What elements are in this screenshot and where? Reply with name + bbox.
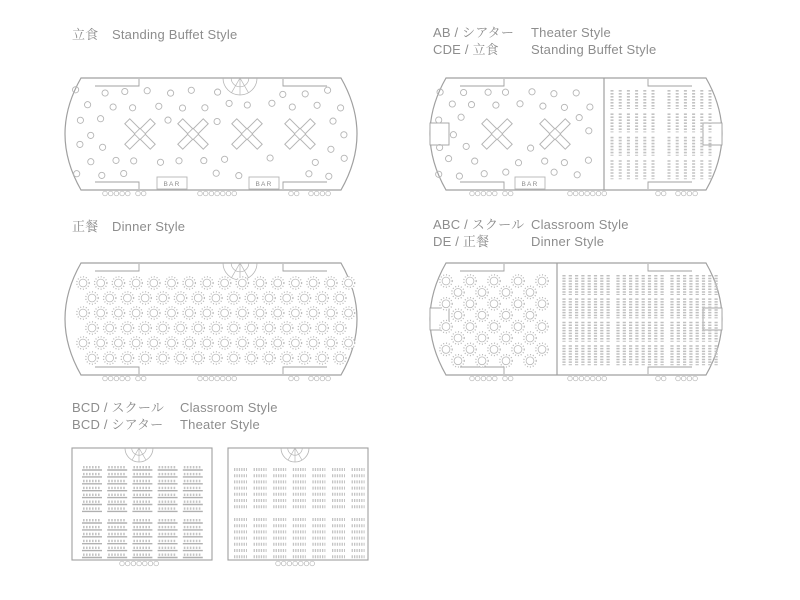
door-scallop [676,376,681,381]
side-door [703,308,722,330]
dinner-table [210,352,222,364]
door-scallop [591,191,596,196]
dinner-table [174,322,186,334]
dinner-table [139,352,151,364]
dinner-table [183,277,195,289]
dinner-table [130,337,142,349]
dinner-table [342,337,354,349]
dinner-table [476,355,488,367]
door-scallop [676,191,681,196]
room-bcd-theater [228,448,368,566]
dinner-table [464,343,476,355]
legend-jp: DE / 正餐 [433,234,490,249]
dinner-table [104,352,116,364]
dinner-table [476,332,488,344]
floorplan-classroom-dinner [420,261,734,385]
dinner-table [464,298,476,310]
legend-jp: 立食 [72,27,99,42]
dinner-table [227,322,239,334]
bar-counter [249,177,279,189]
door-scallop [103,191,108,196]
dinner-table [334,322,346,334]
room-dinner [65,263,357,381]
door-scallop [114,376,119,381]
door-scallop [126,191,131,196]
legend-en: Dinner Style [531,234,605,249]
legend-jp: ABC / スクール [433,217,525,232]
dinner-table [77,307,89,319]
door-scallop [568,191,573,196]
door-scallop [232,376,237,381]
dinner-table [263,292,275,304]
door-scallop [314,191,319,196]
dinner-table [86,292,98,304]
dinner-table [157,322,169,334]
dinner-table [524,355,536,367]
dinner-table [325,337,337,349]
door-scallop [120,376,125,381]
dinner-table [165,307,177,319]
dinner-table [307,277,319,289]
door-scallop [141,191,146,196]
dinner-table [440,275,452,287]
door-scallop [681,376,686,381]
room-theater-buffet [430,78,722,196]
room-classroom-dinner [430,263,722,381]
legend-row [433,233,629,250]
dinner-table [325,277,337,289]
legend-theater-buffet [433,24,656,58]
dinner-table [227,352,239,364]
door-scallop [281,561,286,566]
door-scallop [320,376,325,381]
dinner-table [148,277,160,289]
door-scallop [493,191,498,196]
door-scallop [481,376,486,381]
door-scallop [573,191,578,196]
door-scallop [596,191,601,196]
dinner-table [536,298,548,310]
dinner-table [440,298,452,310]
legend-en: Standing Buffet Style [531,42,657,57]
door-scallop [508,376,513,381]
dinner-table [236,277,248,289]
door-scallop [137,561,142,566]
legend-dinner [72,218,185,235]
dinner-table [183,337,195,349]
legend-en: Standing Buffet Style [112,27,238,42]
door-scallop [289,191,294,196]
dinner-table [139,322,151,334]
floorplan-bcd-theater [226,446,370,570]
door-scallop [573,376,578,381]
door-scallop [475,191,480,196]
dinner-table [298,322,310,334]
dinner-table [316,322,328,334]
dinner-table [500,286,512,298]
floorplan-standing-buffet [55,76,369,200]
dinner-table [148,307,160,319]
door-scallop [209,376,214,381]
dinner-table [512,275,524,287]
dinner-table [289,307,301,319]
legend-row [433,216,629,233]
dinner-table [201,337,213,349]
dinner-table [77,277,89,289]
door-scallop [470,376,475,381]
dinner-table [500,309,512,321]
dinner-table [157,292,169,304]
door-scallop [602,376,607,381]
door-scallop [136,376,141,381]
dinner-table [121,292,133,304]
dinner-table [272,307,284,319]
door-scallop [687,191,692,196]
door-scallop [591,376,596,381]
legend-en: Theater Style [180,417,260,432]
door-scallop [148,561,153,566]
dinner-table [95,307,107,319]
door-scallop [126,376,131,381]
door-scallop [287,561,292,566]
dinner-table [139,292,151,304]
dinner-table [298,292,310,304]
dinner-table [476,286,488,298]
legend-jp: BCD / シアター [72,417,164,432]
dinner-table [281,352,293,364]
dinner-table [334,352,346,364]
dinner-table [218,277,230,289]
door-scallop [687,376,692,381]
dinner-table [245,292,257,304]
bar-label: BAR [521,181,539,188]
dinner-table [281,322,293,334]
dinner-table [254,277,266,289]
door-scallop [326,376,331,381]
door-scallop [293,561,298,566]
dinner-table [289,277,301,289]
dinner-table [316,292,328,304]
room-bcd-classroom [72,448,212,566]
dinner-table [342,277,354,289]
dinner-table [121,352,133,364]
door-scallop [198,376,203,381]
dinner-table [121,322,133,334]
dinner-table [130,307,142,319]
legend-jp: BCD / スクール [72,400,165,415]
dinner-table [218,307,230,319]
dinner-table [201,307,213,319]
door-scallop [661,191,666,196]
legend-jp: 正餐 [72,219,99,234]
door-scallop [310,561,315,566]
legend-bcd [72,399,278,433]
dinner-table [524,309,536,321]
dinner-table [157,352,169,364]
dinner-table [210,322,222,334]
dinner-table [512,343,524,355]
door-scallop [294,191,299,196]
dinner-table [536,320,548,332]
floorplan-theater-buffet [420,76,734,200]
door-scallop [114,191,119,196]
door-scallop [656,191,661,196]
door-scallop [508,191,513,196]
side-door [430,123,449,145]
door-scallop [681,191,686,196]
dinner-table [227,292,239,304]
door-scallop [503,191,508,196]
dinner-table [476,309,488,321]
dinner-table [165,277,177,289]
door-scallop [125,561,130,566]
legend-jp: AB / シアター [433,25,515,40]
dinner-table [440,343,452,355]
door-scallop [221,191,226,196]
dinner-table [488,298,500,310]
legend-row [72,218,185,235]
bar-counter [157,177,187,189]
door-scallop [289,376,294,381]
legend-en: Dinner Style [112,219,186,234]
legend-jp: CDE / 立食 [433,42,499,57]
dinner-table [192,322,204,334]
door-scallop [209,191,214,196]
door-scallop [103,376,108,381]
door-scallop [661,376,666,381]
door-scallop [656,376,661,381]
dinner-table [104,292,116,304]
door-scallop [136,191,141,196]
door-scallop [143,561,148,566]
legend-row [433,41,656,58]
dinner-table [254,337,266,349]
dinner-table [86,322,98,334]
door-scallop [693,376,698,381]
bar-label: BAR [163,181,181,188]
room-standing-buffet [65,78,357,196]
door-scallop [475,376,480,381]
door-scallop [203,191,208,196]
dinner-table [342,307,354,319]
dinner-table [289,337,301,349]
dinner-table [254,307,266,319]
door-scallop [221,376,226,381]
door-scallop [198,191,203,196]
door-scallop [108,191,113,196]
door-scallop [309,191,314,196]
dinner-table [236,337,248,349]
legend-row [433,24,656,41]
dinner-table [500,332,512,344]
door-scallop [309,376,314,381]
dinner-table [281,292,293,304]
dinner-table [263,322,275,334]
door-scallop [579,191,584,196]
dinner-table [112,277,124,289]
side-door [703,123,722,145]
door-scallop [120,561,125,566]
door-scallop [470,191,475,196]
door-scallop [294,376,299,381]
dinner-table [488,320,500,332]
dinner-table [452,332,464,344]
door-scallop [299,561,304,566]
room-outline [65,78,357,190]
door-scallop [585,191,590,196]
legend-row [72,399,278,416]
door-scallop [226,376,231,381]
door-scallop [120,191,125,196]
dinner-table [298,352,310,364]
door-scallop [203,376,208,381]
bar-counter [515,177,545,189]
dinner-table [201,277,213,289]
dinner-table [192,352,204,364]
dinner-table [210,292,222,304]
floorplan-bcd-classroom [70,446,214,570]
dinner-table [464,275,476,287]
door-scallop [215,376,220,381]
legend-en: Classroom Style [531,217,629,232]
dinner-table [524,286,536,298]
door-scallop [108,376,113,381]
dinner-table [192,292,204,304]
floorplan-dinner [55,261,369,385]
door-scallop [154,561,159,566]
dinner-table [104,322,116,334]
dinner-table [452,286,464,298]
dinner-table [218,337,230,349]
dinner-table [272,277,284,289]
dinner-table [174,352,186,364]
legend-standing-buffet [72,26,237,43]
dinner-table [130,277,142,289]
door-scallop [487,191,492,196]
dinner-table [183,307,195,319]
door-scallop [568,376,573,381]
door-scallop [226,191,231,196]
door-scallop [503,376,508,381]
dinner-table [307,337,319,349]
dinner-table [95,337,107,349]
door-scallop [131,561,136,566]
door-scallop [493,376,498,381]
dinner-table [536,275,548,287]
dinner-table [112,307,124,319]
dinner-table [112,337,124,349]
dinner-table [245,322,257,334]
dinner-table [86,352,98,364]
dinner-table [77,337,89,349]
dinner-table [174,292,186,304]
dinner-table [272,337,284,349]
dinner-table [325,307,337,319]
door-scallop [579,376,584,381]
legend-en: Classroom Style [180,400,278,415]
dinner-table [316,352,328,364]
door-scallop [314,376,319,381]
dinner-table [488,275,500,287]
dinner-table [512,298,524,310]
dinner-table [512,320,524,332]
legend-row [72,416,278,433]
door-scallop [487,376,492,381]
dinner-table [440,320,452,332]
door-scallop [481,191,486,196]
dinner-table [488,343,500,355]
door-scallop [141,376,146,381]
dinner-table [95,277,107,289]
dinner-table [165,337,177,349]
dinner-table [263,352,275,364]
dinner-table [536,343,548,355]
door-scallop [326,191,331,196]
dinner-table [452,355,464,367]
dinner-table [524,332,536,344]
dinner-table [148,337,160,349]
bar-label: BAR [255,181,273,188]
dinner-table [307,307,319,319]
door-scallop [693,191,698,196]
dinner-table [452,309,464,321]
door-scallop [602,191,607,196]
dinner-table [245,352,257,364]
dinner-table [236,307,248,319]
dinner-table [464,320,476,332]
door-scallop [232,191,237,196]
door-scallop [585,376,590,381]
dinner-table [334,292,346,304]
legend-row [72,26,237,43]
door-scallop [596,376,601,381]
door-scallop [320,191,325,196]
legend-classroom-dinner [433,216,629,250]
dinner-table [500,355,512,367]
door-scallop [215,191,220,196]
door-scallop [304,561,309,566]
legend-en: Theater Style [531,25,611,40]
door-scallop [276,561,281,566]
